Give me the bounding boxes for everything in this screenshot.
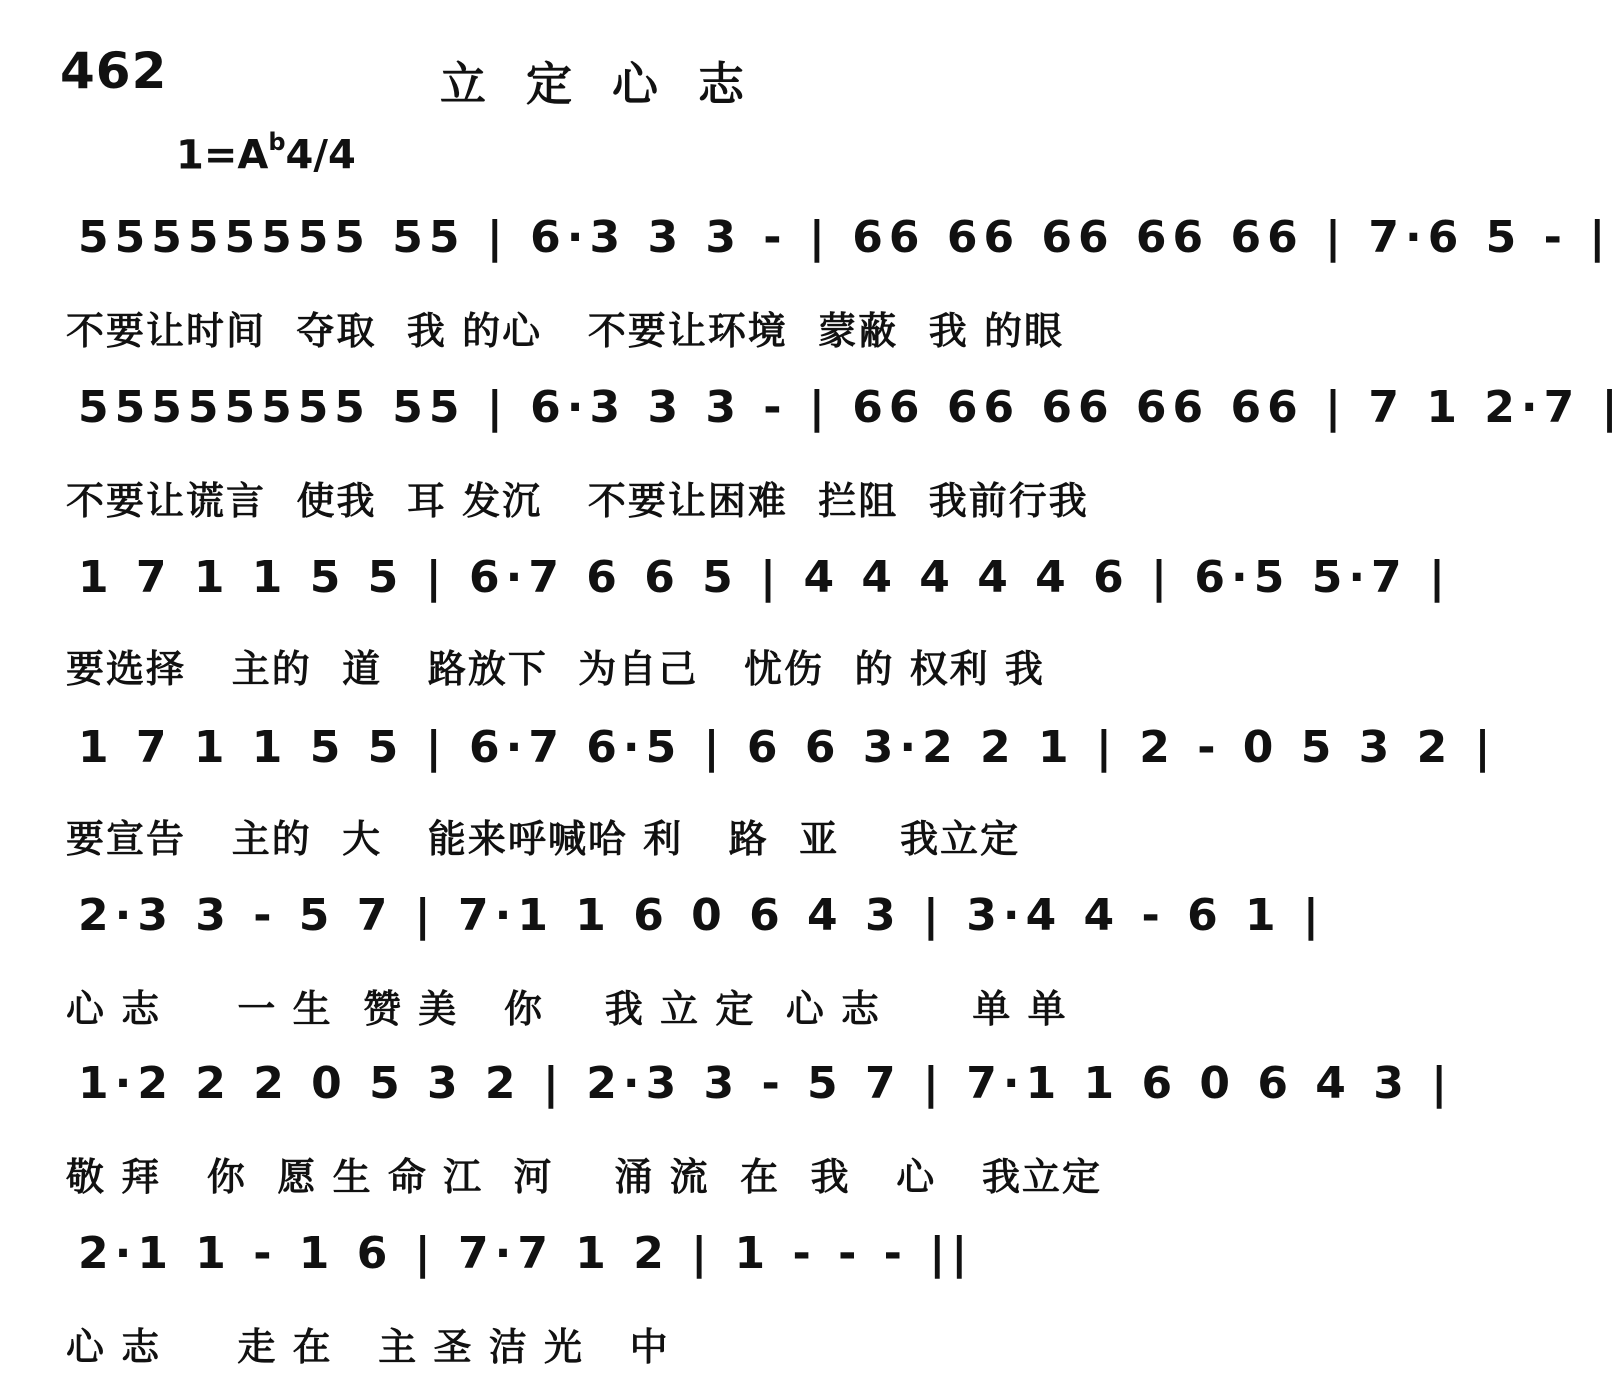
lyric-line-1: 不要让时间 夺取 我 的心 不要让环境 蒙蔽 我 的眼: [66, 309, 1064, 353]
lyric-line-4: 要宣告 主的 大 能来呼喊哈 利 路 亚 我立定: [66, 817, 1021, 861]
notation-line-2: 55555555 55 | 6·3 3 3 - | 66 66 66 66 66 | 7 1 2·7 |: [78, 382, 1624, 433]
key-signature: [176, 128, 356, 179]
key-flat: b: [268, 128, 286, 156]
hymn-title: 立定心志: [440, 57, 784, 111]
notation-line-1: 55555555 55 | 6·3 3 3 - | 66 66 66 66 66 | 7·6 5 - |: [78, 212, 1612, 263]
notation-line-3: 1 7 1 1 5 5 | 6·7 6 6 5 | 4 4 4 4 4 6 | 6·5 5·7 |: [78, 552, 1452, 603]
lyric-line-3: 要选择 主的 道 路放下 为自己 忧伤 的 权利 我: [66, 647, 1045, 691]
notation-line-5: 2·3 3 - 5 7 | 7·1 1 6 0 6 4 3 | 3·4 4 - 6 1 |: [78, 890, 1326, 941]
key-prefix: 1=A: [176, 132, 269, 179]
lyric-line-6: 敬 拜 你 愿 生 命 江 河 涌 流 在 我 心 我立定: [66, 1155, 1102, 1199]
lyric-line-2: 不要让谎言 使我 耳 发沉 不要让困难 拦阻 我前行我: [66, 479, 1089, 523]
notation-line-4: 1 7 1 1 5 5 | 6·7 6·5 | 6 6 3·2 2 1 | 2 - 0 5 3 2 |: [78, 722, 1497, 773]
notation-line-6: 1·2 2 2 0 5 3 2 | 2·3 3 - 5 7 | 7·1 1 6 0 6 4 3 |: [78, 1058, 1454, 1109]
notation-line-7: 2·1 1 - 1 6 | 7·7 1 2 | 1 - - - ||: [78, 1228, 974, 1279]
lyric-line-7: 心 志 走 在 主 圣 洁 光 中: [66, 1325, 670, 1369]
time-signature: 4/4: [285, 132, 356, 179]
hymn-number: 462: [60, 42, 168, 100]
lyric-line-5: 心 志 一 生 赞 美 你 我 立 定 心 志 单 单: [66, 987, 1068, 1031]
